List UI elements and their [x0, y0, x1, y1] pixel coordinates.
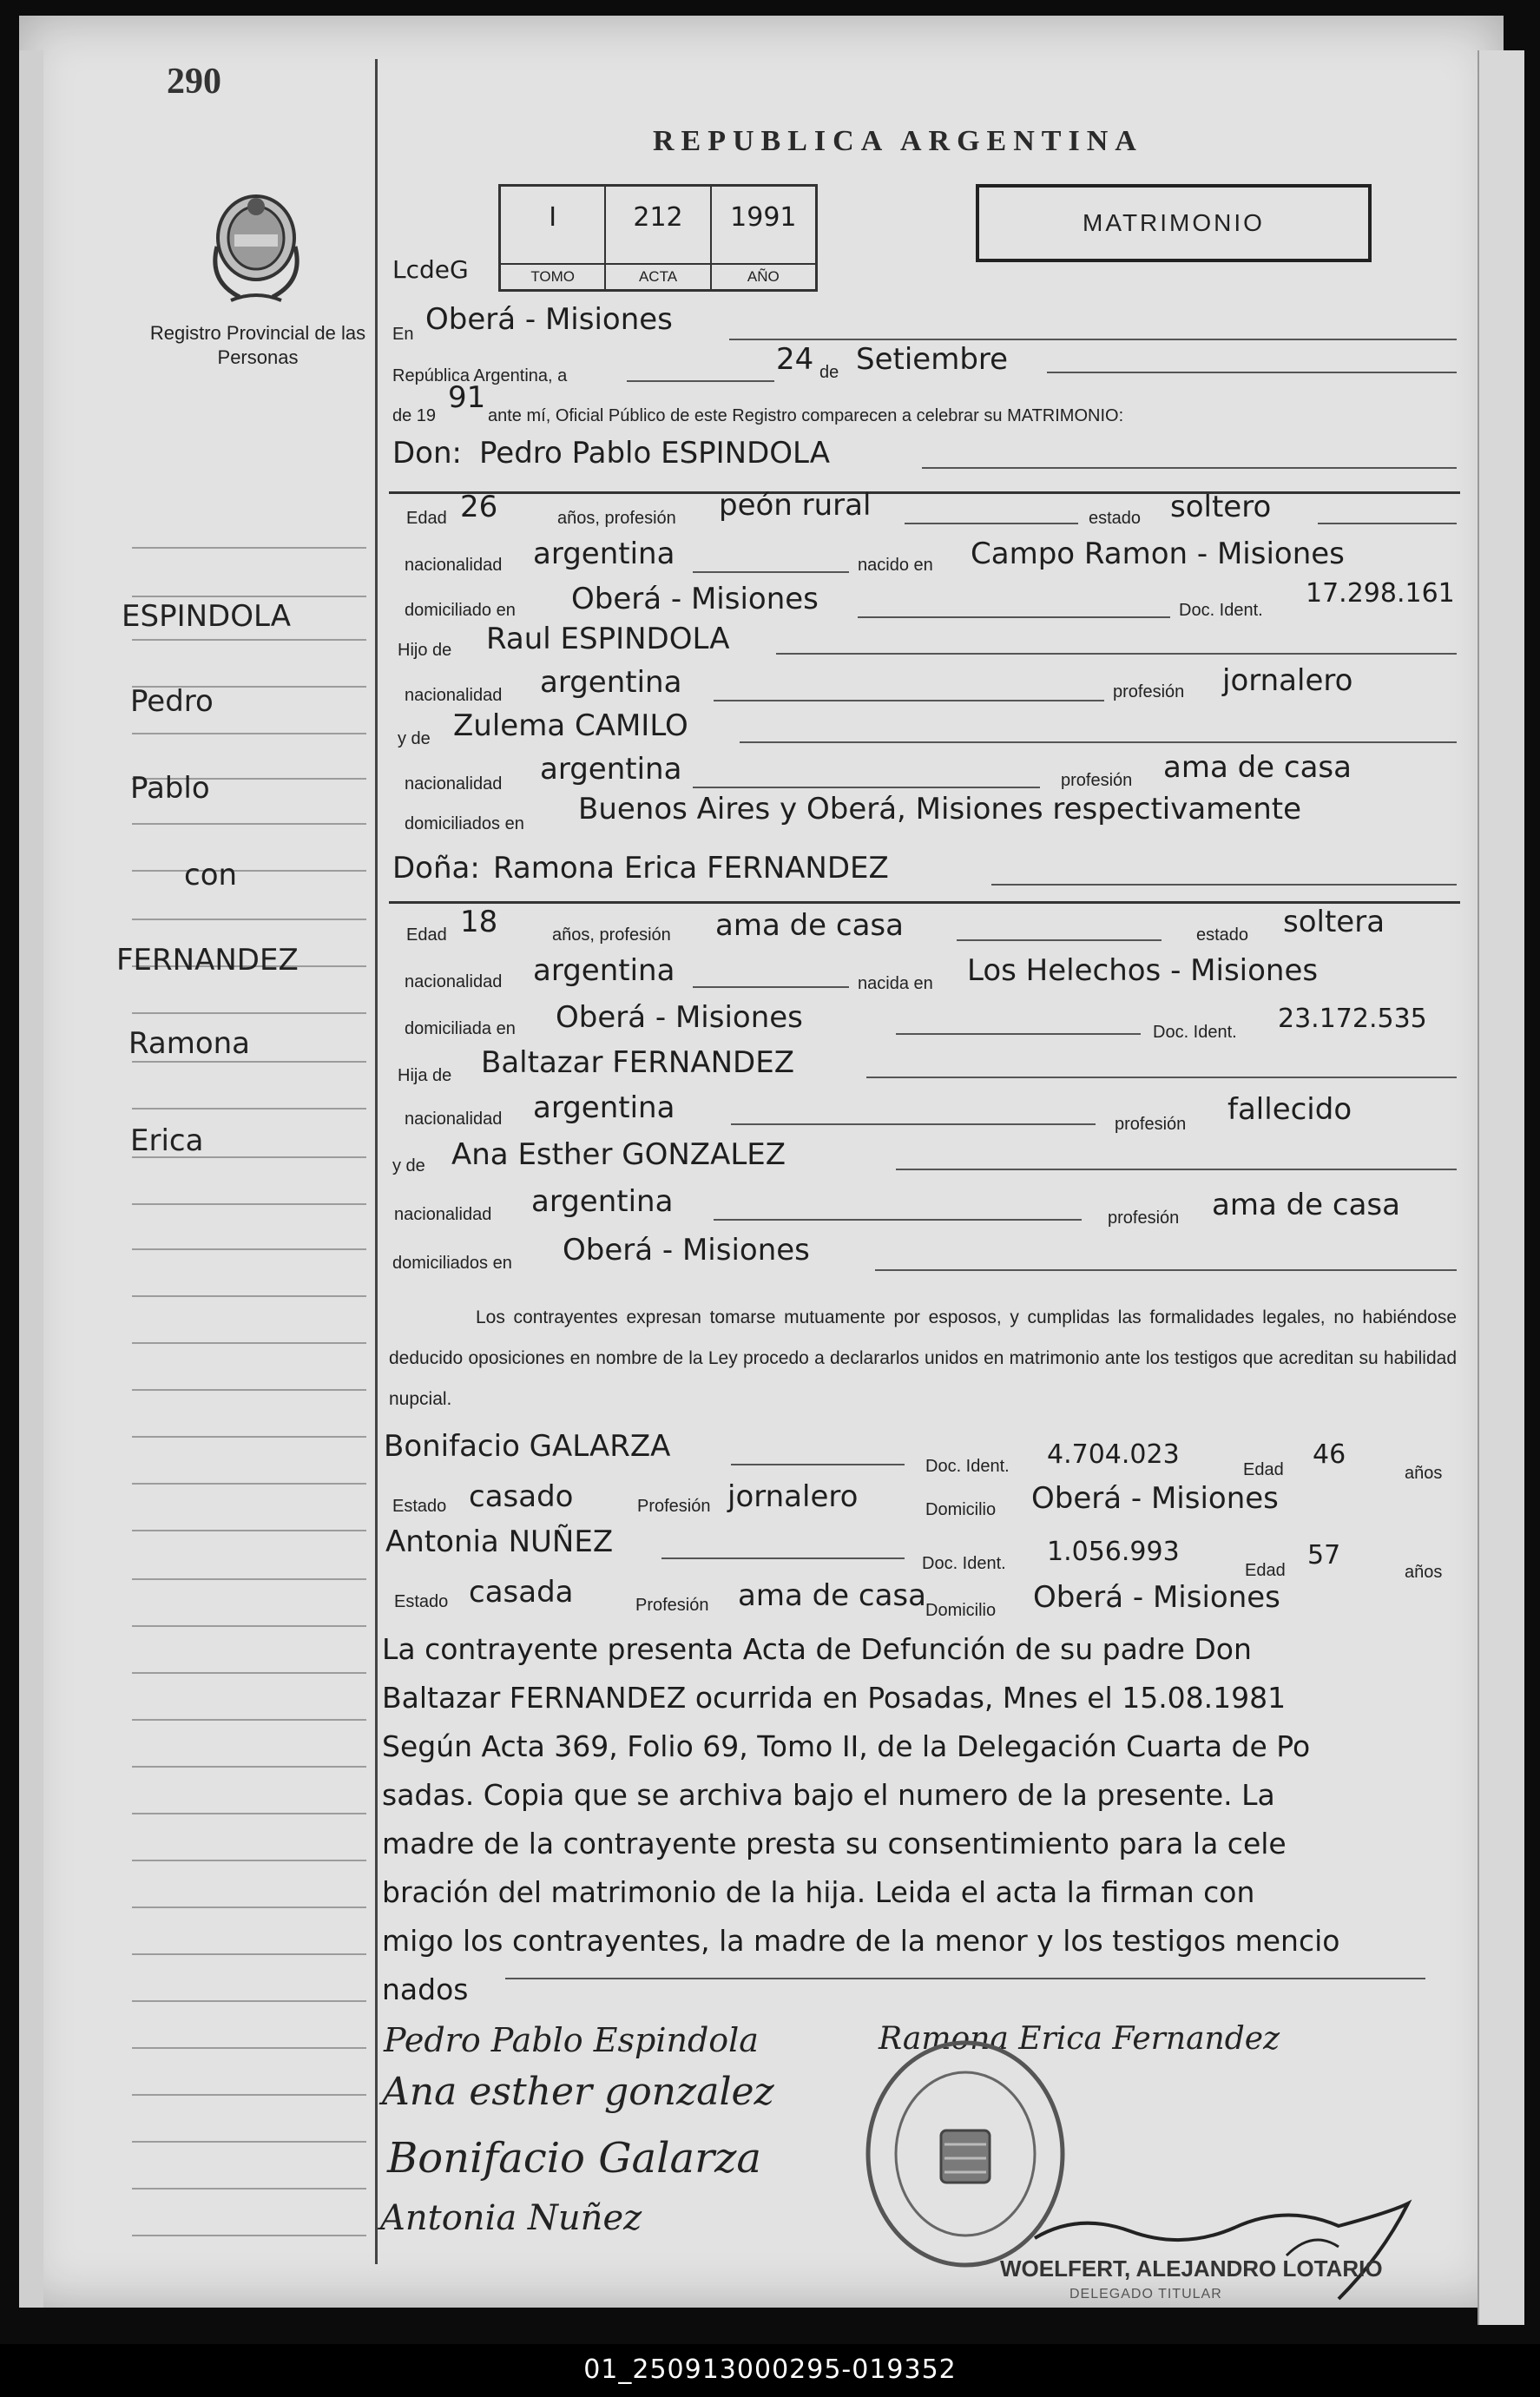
groom-name: Pedro Pablo ESPINDOLA: [479, 436, 831, 471]
bride-profession: ama de casa: [715, 908, 904, 943]
witness-1-doc-label: Doc. Ident.: [925, 1457, 1010, 1476]
margin-name: FERNANDEZ: [116, 943, 299, 978]
blank-line: [957, 939, 1162, 941]
witness-2-age: 57: [1307, 1540, 1341, 1571]
notes-block: [382, 1625, 1458, 2014]
anio-cell: [712, 187, 815, 289]
witness-2-domicilio-label: Domicilio: [925, 1601, 997, 1620]
margin-rule: [132, 1436, 366, 1438]
groom-edad-label: Edad: [406, 509, 447, 528]
witness-1-anios-label: años: [1405, 1464, 1443, 1483]
day-value: 24: [776, 342, 814, 377]
groom-profession: peón rural: [719, 488, 872, 523]
groom-father-profesion-label: profesión: [1113, 682, 1185, 701]
acta-cell: [606, 187, 711, 289]
blank-line: [858, 616, 1170, 618]
groom-mother-profesion-label: profesión: [1061, 771, 1133, 790]
witness-1-estado-label: Estado: [392, 1497, 447, 1516]
blank-line: [776, 653, 1457, 655]
bride-edad-label: Edad: [406, 925, 447, 945]
groom-father-nationality: argentina: [540, 665, 682, 700]
margin-rule: [132, 1483, 366, 1485]
page-right-edge: [1477, 50, 1524, 2325]
blank-line: [1047, 372, 1457, 373]
groom-father-nacionalidad-label: nacionalidad: [405, 686, 503, 705]
note-line: Según Acta 369, Folio 69, Tomo II, de la Delegación Cuarta de Po: [382, 1729, 1311, 1763]
blank-line: [1318, 523, 1457, 524]
groom-mother-nacionalidad-label: nacionalidad: [405, 774, 503, 794]
signature-bride: Ramona Erica Fernandez: [879, 2021, 1280, 2057]
groom-doc-label: Doc. Ident.: [1179, 601, 1263, 620]
groom-nacido-label: nacido en: [858, 556, 933, 575]
margin-rule: [132, 1295, 366, 1297]
margin-rule: [132, 1203, 366, 1205]
blank-line: [875, 1269, 1457, 1271]
margin-rule: [132, 1012, 366, 1014]
note-line: bración del matrimonio de la hija. Leida el acta la firman con: [382, 1875, 1255, 1909]
note-line: La contrayente presenta Acta de Defunción de su padre Don: [382, 1632, 1252, 1666]
bride-estado-label: estado: [1196, 925, 1249, 945]
groom-estado-label: estado: [1089, 509, 1142, 528]
republica-label: República Argentina, a: [392, 366, 568, 385]
margin-rule: [132, 1389, 366, 1391]
bride-birthplace: Los Helechos - Misiones: [967, 953, 1319, 988]
blank-line: [740, 741, 1457, 743]
bride-hija-label: Hija de: [398, 1066, 452, 1085]
signature-witness-2: Antonia Nuñez: [380, 2198, 642, 2238]
margin-rule: [132, 2047, 366, 2049]
witness-1-profesion-label: Profesión: [637, 1497, 711, 1516]
groom-age: 26: [460, 490, 498, 524]
blank-line: [661, 1557, 905, 1559]
margin-rule: [132, 1625, 366, 1627]
bride-father-nationality: argentina: [533, 1090, 675, 1125]
groom-nacionalidad-label: nacionalidad: [405, 556, 503, 575]
margin-rule: [132, 1719, 366, 1721]
country-title: REPUBLICA ARGENTINA: [653, 125, 1143, 157]
witness-2-edad-label: Edad: [1245, 1561, 1286, 1580]
anio-value: 1991: [730, 202, 797, 233]
blank-line: [729, 339, 1457, 340]
blank-line: [505, 1978, 1425, 1979]
act-code: LcdeG: [392, 255, 469, 284]
groom-domiciliados-label: domiciliados en: [405, 814, 524, 833]
witness-1-status: casado: [469, 1479, 574, 1514]
groom-father-profession: jornalero: [1222, 663, 1353, 698]
groom-mother: Zulema CAMILO: [453, 708, 688, 743]
witness-1-domicilio-label: Domicilio: [925, 1500, 997, 1519]
margin-rule: [132, 733, 366, 734]
bride-nacida-label: nacida en: [858, 974, 933, 993]
margin-rule: [132, 2141, 366, 2143]
tomo-value: I: [549, 202, 557, 233]
witness-2-doc: 1.056.993: [1047, 1537, 1180, 1567]
margin-name: Pedro: [130, 684, 214, 719]
note-line: madre de la contrayente presta su consentimiento para la cele: [382, 1827, 1287, 1860]
witness-1-age: 46: [1313, 1439, 1346, 1470]
margin-rule: [132, 2235, 366, 2236]
groom-anios-profesion-label: años, profesión: [557, 509, 676, 528]
declaration-text: Los contrayentes expresan tomarse mutuamente por esposos, y cumplidas las formalidades legales, no habiéndose deducido oposiciones en nombre de la Ley procedo a declararlos unidos en matrimonio ante los testigos que acreditan su habilidad nupcial.: [389, 1307, 1457, 1409]
groom-doc: 17.298.161: [1306, 578, 1455, 609]
section-rule: [389, 491, 1460, 494]
groom-status: soltero: [1170, 490, 1272, 524]
bride-nacionalidad-label: nacionalidad: [405, 972, 503, 991]
officer-name: WOELFERT, ALEJANDRO LOTARIO: [1000, 2255, 1383, 2282]
margin-name: Erica: [130, 1123, 204, 1158]
note-line: nados: [382, 1972, 469, 2006]
bride-anios-profesion-label: años, profesión: [552, 925, 671, 945]
intro-text: ante mí, Oficial Público de este Registro comparecen a celebrar su MATRIMONIO:: [488, 406, 1124, 425]
note-line: migo los contrayentes, la madre de la menor y los testigos mencio: [382, 1924, 1340, 1958]
officer-title: DELEGADO TITULAR: [1069, 2287, 1222, 2302]
witness-1-name: Bonifacio GALARZA: [384, 1429, 671, 1464]
blank-line: [693, 986, 849, 988]
bride-mother: Ana Esther GONZALEZ: [451, 1137, 786, 1172]
margin-name: Ramona: [128, 1026, 251, 1061]
blank-line: [714, 700, 1104, 701]
margin-name: con: [184, 858, 238, 892]
section-rule: [389, 901, 1460, 904]
margin-rule: [132, 547, 366, 549]
signature-groom: Pedro Pablo Espindola: [384, 2021, 759, 2059]
blank-line: [731, 1464, 905, 1465]
bride-mother-nacionalidad-label: nacionalidad: [394, 1205, 492, 1224]
acta-value: 212: [633, 202, 683, 233]
margin-rule: [132, 596, 366, 597]
groom-mother-profession: ama de casa: [1163, 750, 1352, 785]
act-type-box: MATRIMONIO: [976, 184, 1372, 262]
bride-mother-profession: ama de casa: [1212, 1188, 1400, 1222]
witness-2-status: casada: [469, 1575, 574, 1610]
groom-title: Don:: [392, 436, 462, 471]
groom-nationality: argentina: [533, 537, 675, 571]
margin-rule: [132, 2094, 366, 2096]
margin-rule: [132, 2188, 366, 2190]
margin-name: Pablo: [130, 771, 210, 806]
margin-divider: [375, 59, 378, 2264]
witness-2-doc-label: Doc. Ident.: [922, 1554, 1006, 1573]
margin-rule: [132, 823, 366, 825]
bride-father-profesion-label: profesión: [1115, 1115, 1187, 1134]
witness-2-name: Antonia NUÑEZ: [385, 1524, 614, 1559]
blank-line: [627, 380, 774, 382]
margin-rule: [132, 1766, 366, 1768]
witness-2-profesion-label: Profesión: [635, 1596, 709, 1615]
year-suffix-value: 91: [448, 380, 486, 415]
margin-rule: [132, 1578, 366, 1580]
bride-mother-profesion-label: profesión: [1108, 1208, 1180, 1228]
year-prefix: de 19: [392, 406, 437, 425]
blank-line: [731, 1123, 1096, 1125]
note-line: sadas. Copia que se archiva bajo el numero de la presente. La: [382, 1778, 1275, 1812]
witness-1-profession: jornalero: [727, 1479, 859, 1514]
margin-rule: [132, 2000, 366, 2002]
bride-father-nacionalidad-label: nacionalidad: [405, 1110, 503, 1129]
bride-parents-domicile: Oberá - Misiones: [563, 1233, 810, 1268]
file-id: 01_250913000295-019352: [583, 2354, 957, 2385]
blank-line: [693, 571, 849, 573]
witness-2-domicile: Oberá - Misiones: [1033, 1580, 1280, 1615]
bride-domiciliados-label: domiciliados en: [392, 1254, 512, 1273]
acta-label: ACTA: [606, 263, 709, 289]
groom-domicile: Oberá - Misiones: [571, 582, 819, 616]
bride-title: Doña:: [392, 851, 480, 886]
en-label: En: [392, 325, 414, 344]
margin-rule: [132, 1108, 366, 1110]
tomo-label: TOMO: [501, 263, 604, 289]
month-value: Setiembre: [856, 342, 1009, 377]
margin-rule: [132, 1672, 366, 1674]
blank-line: [922, 467, 1457, 469]
registry-name: Registro Provincial de las Personas: [149, 322, 366, 368]
groom-domiciliado-label: domiciliado en: [405, 601, 516, 620]
groom-mother-nationality: argentina: [540, 752, 682, 787]
margin-rule: [132, 1953, 366, 1955]
register-page: [19, 16, 1504, 2308]
bride-domicile: Oberá - Misiones: [556, 1000, 803, 1035]
margin-rule: [132, 1248, 366, 1250]
margin-rule: [132, 1342, 366, 1344]
blank-line: [693, 787, 1040, 788]
bride-domiciliada-label: domiciliada en: [405, 1019, 516, 1038]
note-line: Baltazar FERNANDEZ ocurrida en Posadas, Mnes el 15.08.1981: [382, 1681, 1287, 1715]
page-number: 290: [167, 62, 221, 102]
margin-name: ESPINDOLA: [122, 599, 291, 634]
blank-line: [896, 1033, 1141, 1035]
bride-name: Ramona Erica FERNANDEZ: [493, 851, 889, 886]
margin-rule: [132, 639, 366, 641]
margin-rule: [132, 1813, 366, 1814]
blank-line: [714, 1219, 1082, 1221]
bride-status: soltera: [1283, 905, 1385, 939]
blank-line: [896, 1169, 1457, 1170]
bride-doc: 23.172.535: [1278, 1004, 1427, 1034]
bride-father-profession: fallecido: [1227, 1092, 1352, 1127]
place-value: Oberá - Misiones: [425, 302, 673, 337]
blank-line: [866, 1077, 1457, 1078]
witness-1-doc: 4.704.023: [1047, 1439, 1180, 1470]
coat-of-arms-icon: [205, 186, 307, 307]
act-reference-box: [498, 184, 818, 292]
tomo-cell: [501, 187, 606, 289]
margin-rule: [132, 1860, 366, 1861]
signature-bride-mother: Ana esther gonzalez: [382, 2070, 774, 2114]
margin-rule: [132, 870, 366, 872]
anio-label: AÑO: [712, 263, 815, 289]
witness-2-estado-label: Estado: [394, 1592, 449, 1611]
bride-mother-nationality: argentina: [531, 1184, 674, 1219]
margin-rule: [132, 1906, 366, 1908]
groom-parents-domicile: Buenos Aires y Oberá, Misiones respectivamente: [578, 792, 1302, 826]
de-label: de: [819, 363, 839, 382]
groom-birthplace: Campo Ramon - Misiones: [971, 537, 1345, 571]
bride-age: 18: [460, 905, 498, 939]
groom-y-de-label: y de: [398, 729, 431, 748]
witness-2-profession: ama de casa: [738, 1578, 926, 1613]
witness-2-anios-label: años: [1405, 1563, 1443, 1582]
blank-line: [905, 523, 1078, 524]
blank-line: [991, 884, 1457, 886]
page-left-edge: [19, 50, 43, 2308]
bride-doc-label: Doc. Ident.: [1153, 1023, 1237, 1042]
groom-father: Raul ESPINDOLA: [486, 622, 730, 656]
margin-rule: [132, 919, 366, 920]
bride-nationality: argentina: [533, 953, 675, 988]
margin-rule: [132, 1061, 366, 1063]
bride-father: Baltazar FERNANDEZ: [481, 1045, 794, 1080]
groom-hijo-label: Hijo de: [398, 641, 452, 660]
witness-1-domicile: Oberá - Misiones: [1031, 1481, 1279, 1516]
margin-rule: [132, 1530, 366, 1531]
signature-witness-1: Bonifacio Galarza: [387, 2134, 761, 2183]
bride-y-de-label: y de: [392, 1156, 425, 1175]
witness-1-edad-label: Edad: [1243, 1460, 1284, 1479]
